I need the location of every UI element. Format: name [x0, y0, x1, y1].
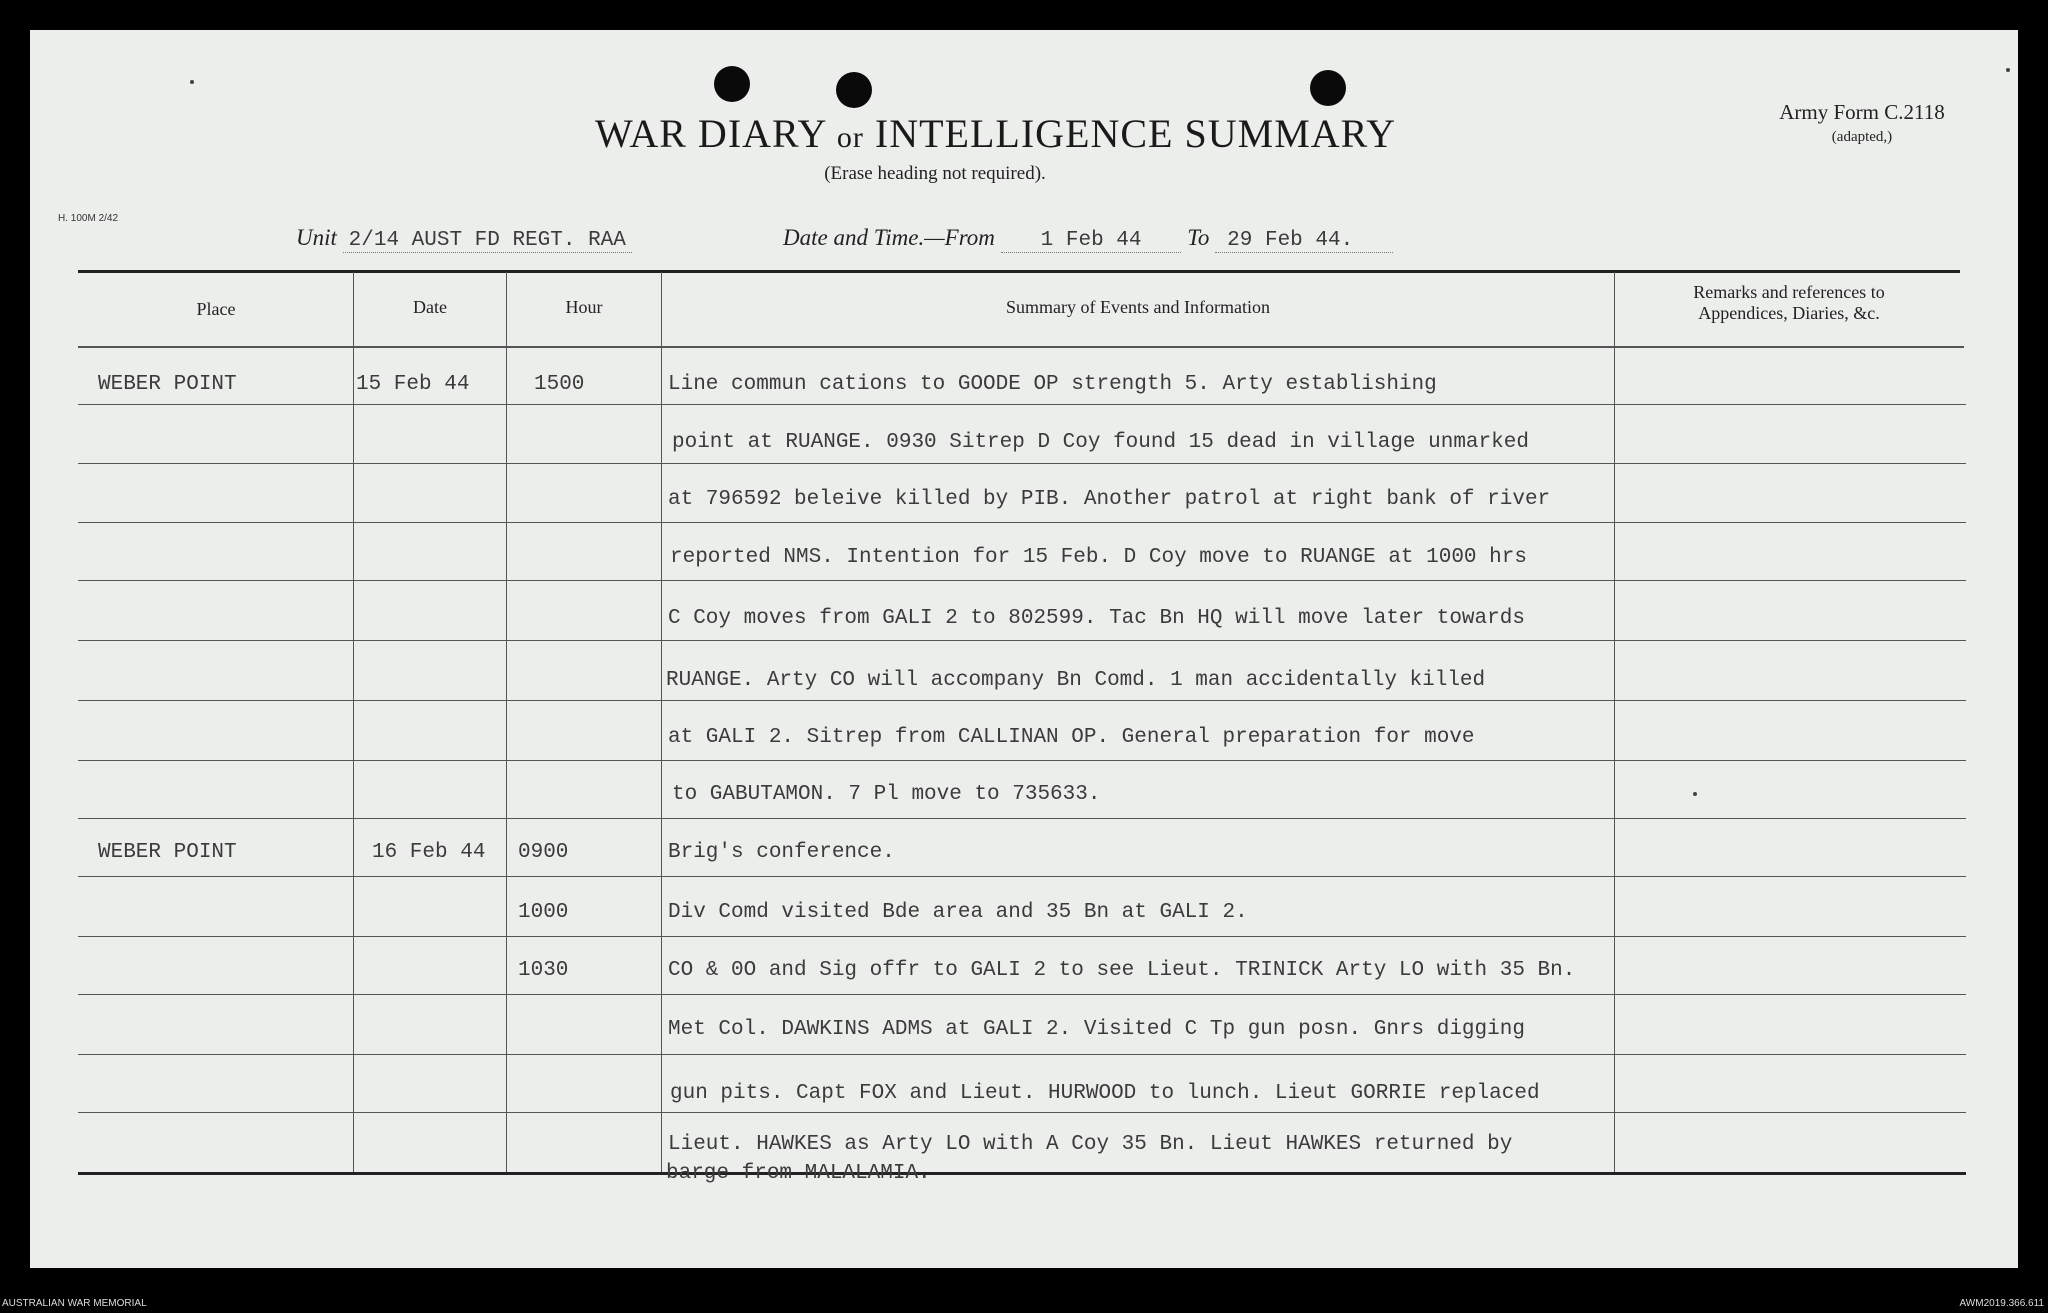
date-to: 29 Feb 44. — [1215, 229, 1393, 253]
column-header-hour: Hour — [565, 297, 603, 317]
unit-label: Unit — [296, 225, 337, 250]
entry-text: CO & 0O and Sig offr to GALI 2 to see Lieut. TRINICK Arty LO with 35 Bn. — [668, 959, 1576, 982]
column-divider — [353, 272, 354, 1172]
column-divider — [1614, 272, 1615, 1172]
entry-text: to GABUTAMON. 7 Pl move to 735633. — [672, 783, 1101, 806]
entry-hour: 1030 — [518, 959, 569, 982]
entry-text: gun pits. Capt FOX and Lieut. HURWOOD to lunch. Lieut GORRIE replaced — [670, 1082, 1540, 1105]
entry-text: Met Col. DAWKINS ADMS at GALI 2. Visited C Tp gun posn. Gnrs digging — [668, 1018, 1525, 1041]
entry-date: 15 Feb 44 — [356, 373, 470, 396]
army-form-note: (adapted,) — [1831, 129, 1893, 145]
entry-place: WEBER POINT — [98, 841, 237, 864]
date-from: 1 Feb 44 — [1001, 229, 1182, 253]
table-rule — [78, 700, 1966, 701]
entry-place: WEBER POINT — [98, 373, 237, 396]
column-header-place: Place — [196, 299, 236, 319]
header-rule-top — [78, 270, 1960, 273]
table-rule — [78, 1112, 1966, 1113]
punch-hole — [836, 72, 872, 108]
footer-right: AWM2019.366.611 — [1959, 1298, 2044, 1309]
paper-speck — [190, 80, 194, 84]
form-title — [0, 110, 1396, 157]
column-divider — [506, 272, 507, 1172]
unit-value: 2/14 AUST FD REGT. RAA — [343, 229, 632, 253]
column-divider — [661, 272, 662, 1172]
entry-text: Brig's conference. — [668, 841, 895, 864]
army-form-label — [1742, 100, 1982, 146]
footer-left: AUSTRALIAN WAR MEMORIAL — [2, 1298, 147, 1309]
table-rule-bottom — [78, 1172, 1966, 1175]
column-header-summary: Summary of Events and Information — [1006, 297, 1270, 317]
entry-text: at 796592 beleive killed by PIB. Another patrol at right bank of river — [668, 488, 1551, 511]
entry-text: Lieut. HAWKES as Arty LO with A Coy 35 Bn. Lieut HAWKES returned by — [668, 1133, 1513, 1156]
title-part-1: WAR DIARY — [595, 111, 826, 156]
paper-speck — [2006, 68, 2010, 72]
table-rule — [78, 760, 1966, 761]
header-rule-bottom — [78, 346, 1964, 348]
table-rule — [78, 994, 1966, 995]
army-form-number: Army Form C.2118 — [1779, 100, 1945, 124]
punch-hole — [714, 66, 750, 102]
entry-text: RUANGE. Arty CO will accompany Bn Comd. 1 man accidentally killed — [666, 669, 1486, 692]
column-header-date: Date — [413, 297, 447, 317]
entry-text: reported NMS. Intention for 15 Feb. D Coy move to RUANGE at 1000 hrs — [670, 546, 1527, 569]
table-rule — [78, 1054, 1966, 1055]
table-rule — [78, 522, 1966, 523]
punch-hole — [1310, 70, 1346, 106]
paper-speck — [1693, 792, 1697, 796]
title-or: or — [836, 121, 864, 154]
table-rule — [78, 463, 1966, 464]
entry-text: barge from MALALAMIA. — [666, 1162, 931, 1185]
entry-text: point at RUANGE. 0930 Sitrep D Coy found 15 dead in village unmarked — [672, 431, 1529, 454]
table-rule — [78, 404, 1966, 405]
entry-hour: 1500 — [534, 373, 585, 396]
column-header-remarks — [1615, 282, 1963, 324]
table-rule — [78, 936, 1966, 937]
entry-text: C Coy moves from GALI 2 to 802599. Tac Bn HQ will move later towards — [668, 607, 1525, 630]
entry-text: at GALI 2. Sitrep from CALLINAN OP. General preparation for move — [668, 726, 1475, 749]
table-rule — [78, 580, 1966, 581]
to-label: To — [1187, 225, 1210, 250]
entry-text: Div Comd visited Bde area and 35 Bn at GALI 2. — [668, 901, 1248, 924]
date-label: Date and Time.—From — [783, 225, 995, 250]
entry-date: 16 Feb 44 — [372, 841, 486, 864]
form-subtitle: (Erase heading not required). — [824, 163, 1046, 184]
table-rule — [78, 818, 1966, 819]
entry-hour: 0900 — [518, 841, 569, 864]
title-part-2: INTELLIGENCE SUMMARY — [874, 111, 1396, 156]
form-code: H. 100M 2/42 — [58, 213, 119, 224]
date-time-field — [783, 225, 1393, 252]
remarks-header-line-2: Appendices, Diaries, &c. — [1698, 303, 1880, 323]
table-rule — [78, 640, 1966, 641]
table-rule — [78, 876, 1966, 877]
entry-hour: 1000 — [518, 901, 569, 924]
entry-text: Line commun cations to GOODE OP strength 5. Arty establishing — [668, 373, 1437, 396]
remarks-header-line-1: Remarks and references to — [1693, 282, 1885, 302]
unit-field — [296, 225, 632, 252]
